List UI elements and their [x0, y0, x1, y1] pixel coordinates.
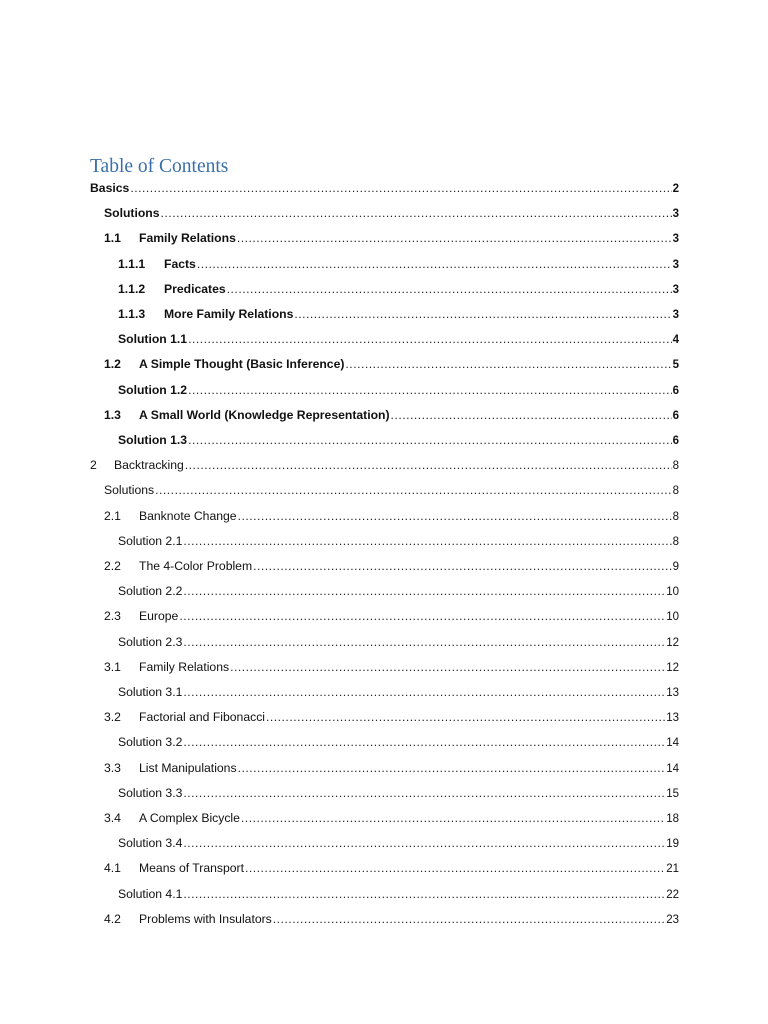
toc-entry[interactable]	[90, 176, 679, 201]
toc-entry-number: 1.1.1	[118, 256, 146, 271]
toc-entry-page-number: 8	[672, 535, 679, 548]
toc-entry-number: 2.3	[104, 609, 121, 624]
toc-entry-leader-dots	[183, 529, 671, 554]
toc-entry-number: 4.2	[104, 911, 121, 926]
toc-entry-leader-dots	[230, 655, 665, 680]
toc-entry[interactable]	[118, 327, 679, 352]
toc-entry-number: 2	[90, 458, 97, 473]
toc-entry-page-number: 23	[666, 913, 679, 926]
toc-entry-leader-dots	[238, 756, 666, 781]
toc-entry-leader-dots	[245, 856, 665, 881]
toc-entry-page-number: 4	[672, 334, 679, 347]
toc-entry-page-number: 6	[672, 435, 679, 447]
toc-entry-label: Backtracking	[114, 458, 184, 473]
toc-entry-number: 4.1	[104, 861, 121, 876]
toc-entry-label: Solution 3.2	[118, 735, 183, 750]
toc-entry-label: Solutions	[104, 483, 155, 498]
toc-entry-number: 3.1	[104, 659, 121, 674]
toc-entry-leader-dots	[241, 806, 665, 831]
toc-entry-leader-dots	[183, 630, 665, 655]
toc-entry-label: Solution 1.3	[118, 433, 188, 447]
toc-entry-label: Basics	[90, 181, 130, 195]
toc-entry[interactable]	[104, 352, 679, 377]
toc-entry-label: List Manipulations	[139, 760, 237, 775]
toc-entry[interactable]	[104, 907, 679, 932]
toc-entry-label: Family Relations	[139, 231, 236, 246]
toc-entry-label: Solution 1.2	[118, 382, 188, 397]
toc-entry-page-number: 3	[672, 309, 679, 321]
toc-entry-leader-dots	[238, 504, 672, 529]
toc-entry[interactable]	[118, 831, 679, 856]
toc-entry-page-number: 12	[666, 661, 679, 674]
toc-entry-page-number: 19	[666, 838, 679, 851]
toc-entry[interactable]	[104, 201, 679, 226]
toc-entry-leader-dots	[183, 831, 665, 856]
toc-entry-label: Means of Transport	[139, 861, 244, 876]
toc-entry[interactable]	[118, 579, 679, 604]
toc-entry[interactable]	[90, 453, 679, 478]
toc-entry[interactable]	[118, 529, 679, 554]
toc-entry-number: 1.2	[104, 357, 121, 372]
toc-entry-label: Solution 3.4	[118, 836, 183, 851]
toc-entry-number: 3.3	[104, 760, 121, 775]
toc-entry-number: 2.2	[104, 559, 121, 573]
toc-entry-leader-dots	[188, 327, 672, 352]
toc-entry-label: The 4-Color Problem	[139, 559, 253, 573]
toc-entry-label: Solution 1.1	[118, 332, 188, 347]
toc-entry[interactable]	[118, 252, 679, 277]
toc-entry-leader-dots	[273, 907, 665, 932]
toc-entry-leader-dots	[188, 378, 672, 403]
toc-entry[interactable]	[104, 756, 679, 781]
toc-entry-page-number: 15	[666, 787, 679, 800]
toc-entry[interactable]	[104, 806, 679, 831]
toc-entry-leader-dots	[183, 579, 665, 604]
toc-entry[interactable]	[118, 277, 679, 302]
toc-entry[interactable]	[104, 856, 679, 881]
toc-entry-leader-dots	[294, 302, 671, 327]
toc-entry-leader-dots	[183, 680, 665, 705]
toc-entry-label: Europe	[139, 609, 179, 624]
toc-entry-label: Solution 2.1	[118, 533, 183, 548]
toc-entry-page-number: 3	[672, 233, 679, 246]
toc-entry-page-number: 3	[672, 283, 679, 296]
toc-entry-page-number: 2	[672, 183, 679, 195]
toc-entry-label: Banknote Change	[139, 508, 237, 523]
toc-entry-number: 1.3	[104, 407, 121, 422]
toc-entry-number: 3.4	[104, 811, 121, 825]
toc-entry-leader-dots	[227, 277, 672, 302]
toc-entry-leader-dots	[391, 403, 672, 428]
toc-entry-label: Predicates	[164, 281, 226, 296]
toc-entry-page-number: 13	[666, 712, 679, 725]
toc-entry[interactable]	[118, 882, 679, 907]
toc-entry-leader-dots	[155, 478, 671, 503]
toc-entry-page-number: 18	[666, 813, 679, 825]
toc-entry[interactable]	[104, 655, 679, 680]
toc-entry-page-number: 22	[666, 888, 679, 901]
toc-entry-label: More Family Relations	[164, 307, 294, 321]
toc-entry-leader-dots	[183, 882, 665, 907]
toc-entry-number: 3.2	[104, 710, 121, 725]
toc-entry-number: 1.1.3	[118, 307, 146, 321]
toc-entry-number: 1.1	[104, 231, 121, 246]
toc-entry[interactable]	[118, 428, 679, 453]
toc-entry[interactable]	[104, 554, 679, 579]
toc-entry[interactable]	[104, 604, 679, 629]
toc-entry-label: A Simple Thought (Basic Inference)	[139, 357, 345, 372]
toc-entry-leader-dots	[179, 604, 665, 629]
toc-entry-page-number: 8	[672, 510, 679, 523]
toc-entry-page-number: 12	[666, 636, 679, 649]
toc-entry-label: Solutions	[104, 206, 160, 221]
toc-entry-page-number: 8	[672, 460, 679, 473]
toc-entry-page-number: 6	[672, 409, 679, 422]
toc-entry[interactable]	[118, 378, 679, 403]
toc-entry-label: Problems with Insulators	[139, 911, 272, 926]
toc-entry[interactable]	[104, 705, 679, 730]
toc-entry-leader-dots	[161, 201, 672, 226]
toc-entry[interactable]	[104, 504, 679, 529]
toc-entry-number: 1.1.2	[118, 281, 146, 296]
toc-entry-leader-dots	[183, 781, 665, 806]
toc-entry-label: Facts	[164, 256, 196, 271]
toc-entry-label: Solution 3.1	[118, 685, 183, 699]
toc-entry[interactable]	[118, 302, 679, 327]
toc-entry-page-number: 8	[672, 485, 679, 498]
toc-entry[interactable]	[118, 630, 679, 655]
toc-entry-label: Factorial and Fibonacci	[139, 710, 265, 725]
toc-entry-label: Solution 2.2	[118, 584, 183, 599]
toc-entry-page-number: 6	[672, 384, 679, 397]
toc-entry-leader-dots	[185, 453, 672, 478]
toc-entry[interactable]	[118, 730, 679, 755]
toc-entry-page-number: 3	[672, 258, 679, 271]
toc-entry-page-number: 10	[666, 611, 679, 624]
toc-entry-label: Solution 3.3	[118, 785, 183, 800]
toc-entry-leader-dots	[188, 428, 672, 453]
toc-entry-page-number: 21	[666, 863, 679, 876]
toc-entry[interactable]	[118, 680, 679, 705]
toc-entry-leader-dots	[345, 352, 671, 377]
toc-entry[interactable]	[104, 226, 679, 251]
toc-entry-page-number: 5	[672, 359, 679, 372]
toc-entry-label: Solution 4.1	[118, 886, 183, 901]
toc-entry-page-number: 13	[666, 687, 679, 699]
toc-entry-number: 2.1	[104, 508, 121, 523]
toc-entry-leader-dots	[266, 705, 665, 730]
toc-entry-leader-dots	[183, 730, 665, 755]
toc-entry-leader-dots	[197, 252, 672, 277]
toc-entry-page-number: 10	[666, 586, 679, 599]
toc-entry-leader-dots	[253, 554, 671, 579]
toc-entry-label: A Small World (Knowledge Representation)	[139, 407, 390, 422]
toc-entry-page-number: 14	[666, 762, 679, 775]
toc-entry-label: A Complex Bicycle	[139, 811, 240, 825]
toc-entry-label: Solution 2.3	[118, 634, 183, 649]
toc-entry[interactable]	[118, 781, 679, 806]
toc-entry-label: Family Relations	[139, 659, 230, 674]
toc-entry[interactable]	[104, 478, 679, 503]
toc-title: Table of Contents	[90, 156, 229, 177]
toc-entry-leader-dots	[130, 176, 671, 201]
toc-entry-page-number: 3	[672, 208, 679, 221]
toc-entry-page-number: 9	[672, 561, 679, 573]
toc-entry-leader-dots	[237, 226, 672, 251]
toc-entry-page-number: 14	[666, 737, 679, 750]
toc-entry[interactable]	[104, 403, 679, 428]
